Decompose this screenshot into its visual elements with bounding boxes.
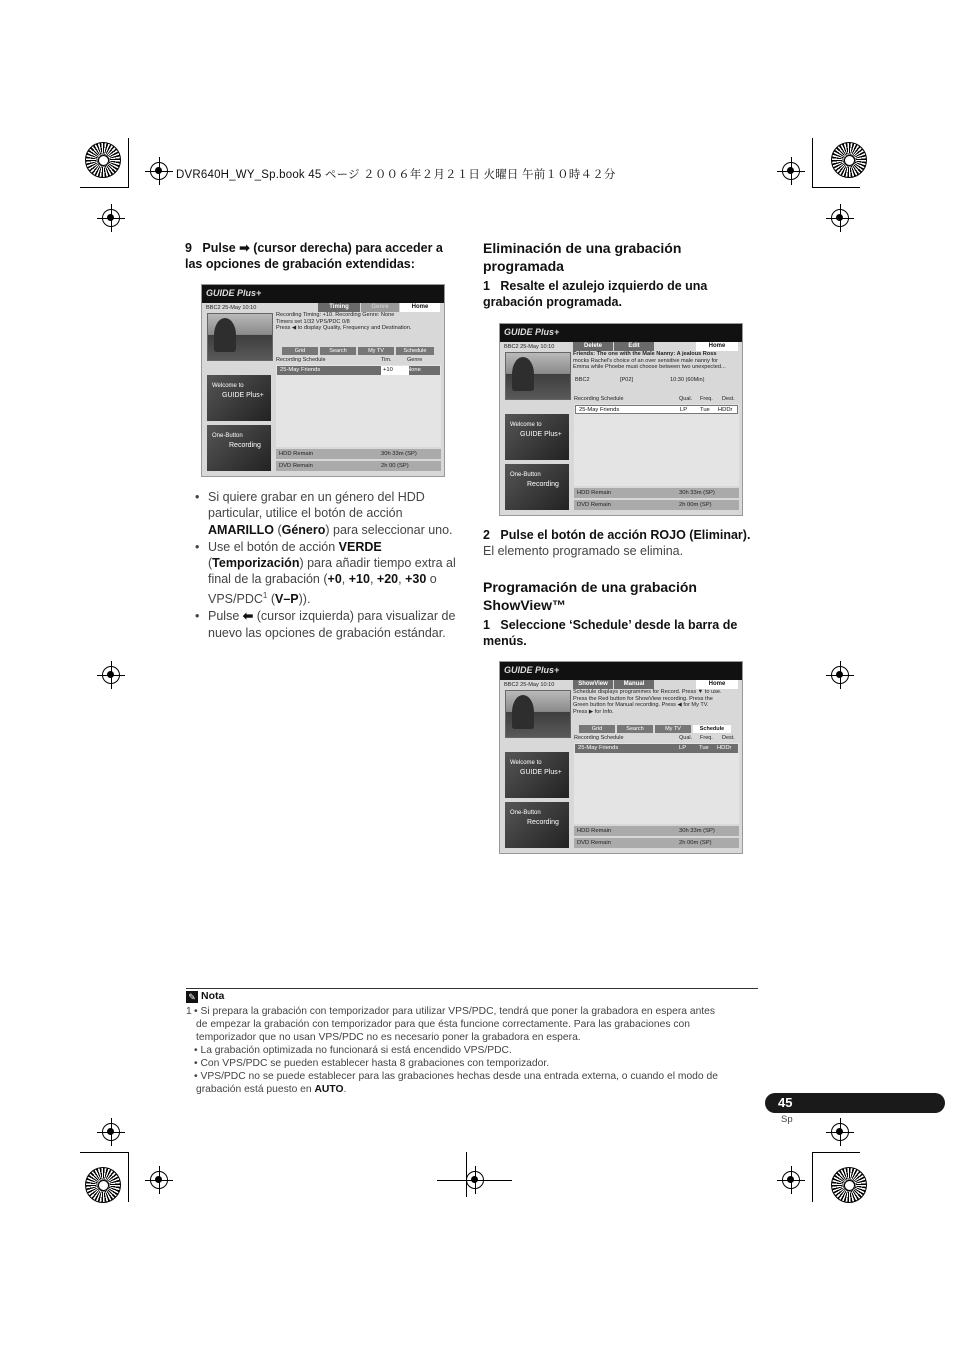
registration-star-icon — [831, 1167, 867, 1203]
page-lang: Sp — [781, 1114, 793, 1125]
hdd-remain: HDD Remain 30h 33m (SP) — [574, 488, 739, 498]
info-line: Press the Red button for ShowView recording. Press the — [573, 695, 713, 702]
prog-channel: BBC2 — [575, 377, 590, 383]
tab-edit[interactable]: Edit — [614, 342, 654, 351]
list-header: Recording Schedule — [574, 735, 624, 741]
bullet-genre: • Si quiere grabar en un género del HDD particular, utilice el botón de acción AMARILLO (Género) para seleccionar uno. — [186, 489, 462, 538]
tv-preview — [505, 352, 571, 400]
section-title-showview: Programación de una grabación ShowView™ — [483, 579, 697, 613]
registration-mark-icon — [831, 1123, 849, 1141]
registration-star-icon — [831, 142, 867, 178]
my-tv-button[interactable]: My TV — [655, 725, 691, 733]
search-button[interactable]: Search — [320, 347, 356, 355]
list-header: Freq. — [700, 735, 713, 741]
registration-star-icon — [85, 142, 121, 178]
bullet-timing: • Use el botón de acción VERDE (Temporización) para añadir tiempo extra al final de la grabación (+0, +10, +20, +30 o VPS/PDC$^1$ (V–P)). — [186, 539, 462, 607]
info-line: Schedule displays programmes for Record. Press ▼ to use. — [573, 689, 722, 695]
my-tv-button[interactable]: My TV — [358, 347, 394, 355]
crop-mark — [812, 187, 860, 188]
schedule-button[interactable]: Schedule — [693, 725, 731, 733]
list-header: Dest. — [722, 735, 735, 741]
grid-button[interactable]: Grid — [579, 725, 615, 733]
prog-time: 10:30 (60Min) — [670, 377, 705, 383]
welcome-tile[interactable]: Welcome to GUIDE Plus+ — [207, 375, 271, 421]
dvd-remain: DVD Remain 2h 00m (SP) — [574, 838, 739, 848]
schedule-row[interactable]: 25-May Friends LP Tue HDDr — [575, 405, 738, 414]
left-arrow-icon: ⬅ — [242, 609, 254, 624]
registration-mark-icon — [782, 162, 800, 180]
registration-mark-icon — [102, 1123, 120, 1141]
search-button[interactable]: Search — [617, 725, 653, 733]
note-number: 1 — [186, 1006, 192, 1017]
channel-label: BBC2 25-May 10:10 — [504, 682, 555, 688]
channel-label: BBC2 25-May 10:10 — [206, 305, 257, 311]
registration-mark-icon — [831, 666, 849, 684]
right-arrow-icon: ➡ — [239, 241, 250, 255]
note-title: Nota — [201, 990, 225, 1002]
list-header: Tim. — [381, 357, 392, 363]
one-button-recording-tile[interactable]: One-Button Recording — [505, 802, 569, 848]
step-1-heading: 1 Resalte el azulejo izquierdo de una grabación programada. — [483, 279, 708, 309]
bullet-left-cursor: • Pulse ⬅ (cursor izquierda) para visualizar de nuevo las opciones de grabación estándar. — [186, 608, 462, 641]
guide-plus-logo: GUIDE Plus+ — [206, 288, 262, 298]
step-1-schedule-heading: 1 Seleccione ‘Schedule’ desde la barra de menús. — [483, 618, 738, 648]
crop-mark — [812, 138, 813, 188]
tab-home[interactable]: Home — [696, 680, 738, 689]
tab-timing[interactable]: Timing — [318, 303, 360, 312]
info-line: Emma while Phoebe must choose between two unexpected... — [573, 364, 726, 371]
registration-mark-icon — [150, 162, 168, 180]
one-button-recording-tile[interactable]: One-Button Recording — [207, 425, 271, 471]
welcome-tile[interactable]: Welcome to GUIDE Plus+ — [505, 414, 569, 460]
schedule-row[interactable]: 25-May Friends LP Tue HDDr — [575, 744, 738, 753]
info-line: Friends: The one with the Male Nanny: A jealous Ross — [573, 351, 717, 357]
crop-mark — [128, 1152, 129, 1202]
welcome-tile[interactable]: Welcome to GUIDE Plus+ — [505, 752, 569, 798]
dvd-remain: DVD Remain 2h 00 (SP) — [276, 461, 441, 471]
registration-mark-icon — [150, 1171, 168, 1189]
crop-mark — [80, 1152, 128, 1153]
list-header: Qual. — [679, 735, 693, 741]
grid-button[interactable]: Grid — [282, 347, 318, 355]
note-rule — [186, 988, 758, 989]
info-line: Recording Timing: +10. Recording Genre: None — [276, 312, 395, 318]
section-title-delete: Eliminación de una grabación programada — [483, 240, 682, 274]
registration-star-icon — [85, 1167, 121, 1203]
note-icon: ✎ — [186, 991, 198, 1003]
prog-code: [P02] — [620, 377, 634, 383]
crop-mark — [812, 1152, 860, 1153]
screenshot-delete-schedule — [499, 323, 743, 516]
schedule-row[interactable]: 25-May Friends +10 None — [277, 366, 440, 375]
info-line: Press ▶ for Info. — [573, 708, 614, 715]
registration-mark-icon — [102, 666, 120, 684]
list-header: Recording Schedule — [276, 357, 326, 363]
step-9-heading: 9 Pulse ➡ (cursor derecha) para acceder a las opciones de grabación extendidas: — [185, 241, 443, 271]
registration-mark-icon — [102, 209, 120, 227]
guide-plus-logo: GUIDE Plus+ — [504, 665, 560, 675]
schedule-button[interactable]: Schedule — [396, 347, 434, 355]
file-header: DVR640H_WY_Sp.book 45 ページ ２００６年２月２１日 火曜日 午前１０時４２分 — [176, 169, 616, 181]
registration-mark-icon — [782, 1171, 800, 1189]
hdd-remain: HDD Remain 30h 33m (SP) — [276, 449, 441, 459]
crop-mark — [812, 1152, 813, 1202]
crop-mark — [466, 1152, 467, 1197]
screenshot-timing-options — [201, 284, 445, 477]
dvd-remain: DVD Remain 2h 00m (SP) — [574, 500, 739, 510]
screenshot-schedule-menu — [499, 661, 743, 854]
crop-mark — [80, 187, 128, 188]
channel-label: BBC2 25-May 10:10 — [504, 344, 555, 350]
tab-showview[interactable]: ShowView — [573, 680, 613, 689]
one-button-recording-tile[interactable]: One-Button Recording — [505, 464, 569, 510]
crop-mark — [128, 138, 129, 188]
registration-mark-icon — [831, 209, 849, 227]
tab-manual[interactable]: Manual — [614, 680, 654, 689]
tab-delete[interactable]: Delete — [573, 342, 613, 351]
list-header: Freq. — [700, 396, 713, 402]
info-line: Green button for Manual recording. Press ◀ for My TV. — [573, 702, 709, 709]
list-header: Qual. — [679, 396, 693, 402]
crop-mark — [437, 1180, 512, 1181]
note-text: • Si prepara la grabación con temporizador para utilizar VPS/PDC, tendrá que poner la grabadora en espera antes de empezar la grabación con temporizador para que ésta funcione correctamente. Para las grabaciones con temporizador que no usan VPS/PDC no es necesario poner la grabadora en espera. • La grabación optimizada no funcionará si está encendido VPS/PDC. • Con VPS/PDC se pueden establecer hasta 8 grabaciones con temporizador. • VPS/PDC no se puede establecer para las grabaciones hechas desde una entrada externa, o cuando el modo de grabación está puesto en AUTO. — [194, 1006, 718, 1095]
step-2-body: El elemento programado se elimina. — [483, 544, 684, 558]
tv-preview — [505, 690, 571, 738]
list-header: Recording Schedule — [574, 396, 624, 402]
hdd-remain: HDD Remain 30h 33m (SP) — [574, 826, 739, 836]
guide-plus-logo: GUIDE Plus+ — [504, 327, 560, 337]
step-2-heading: 2 Pulse el botón de acción ROJO (Eliminar). — [483, 528, 751, 542]
tab-home[interactable]: Home — [696, 342, 738, 351]
info-line: mocks Rachel's choice of an over sensitive male nanny for — [573, 357, 719, 364]
info-line: Timers set 1/32 VPS/PDC 0/8 — [276, 318, 350, 325]
tab-genre[interactable]: Genre — [361, 303, 399, 312]
info-line: Press ◀ to display Quality, Frequency and Destination. — [276, 325, 412, 332]
tab-home[interactable]: Home — [400, 303, 440, 312]
list-header: Genre — [407, 357, 423, 363]
list-header: Dest. — [722, 396, 735, 402]
tv-preview — [207, 313, 273, 361]
bullet-list — [186, 489, 462, 642]
page-number: 45 — [778, 1095, 793, 1110]
